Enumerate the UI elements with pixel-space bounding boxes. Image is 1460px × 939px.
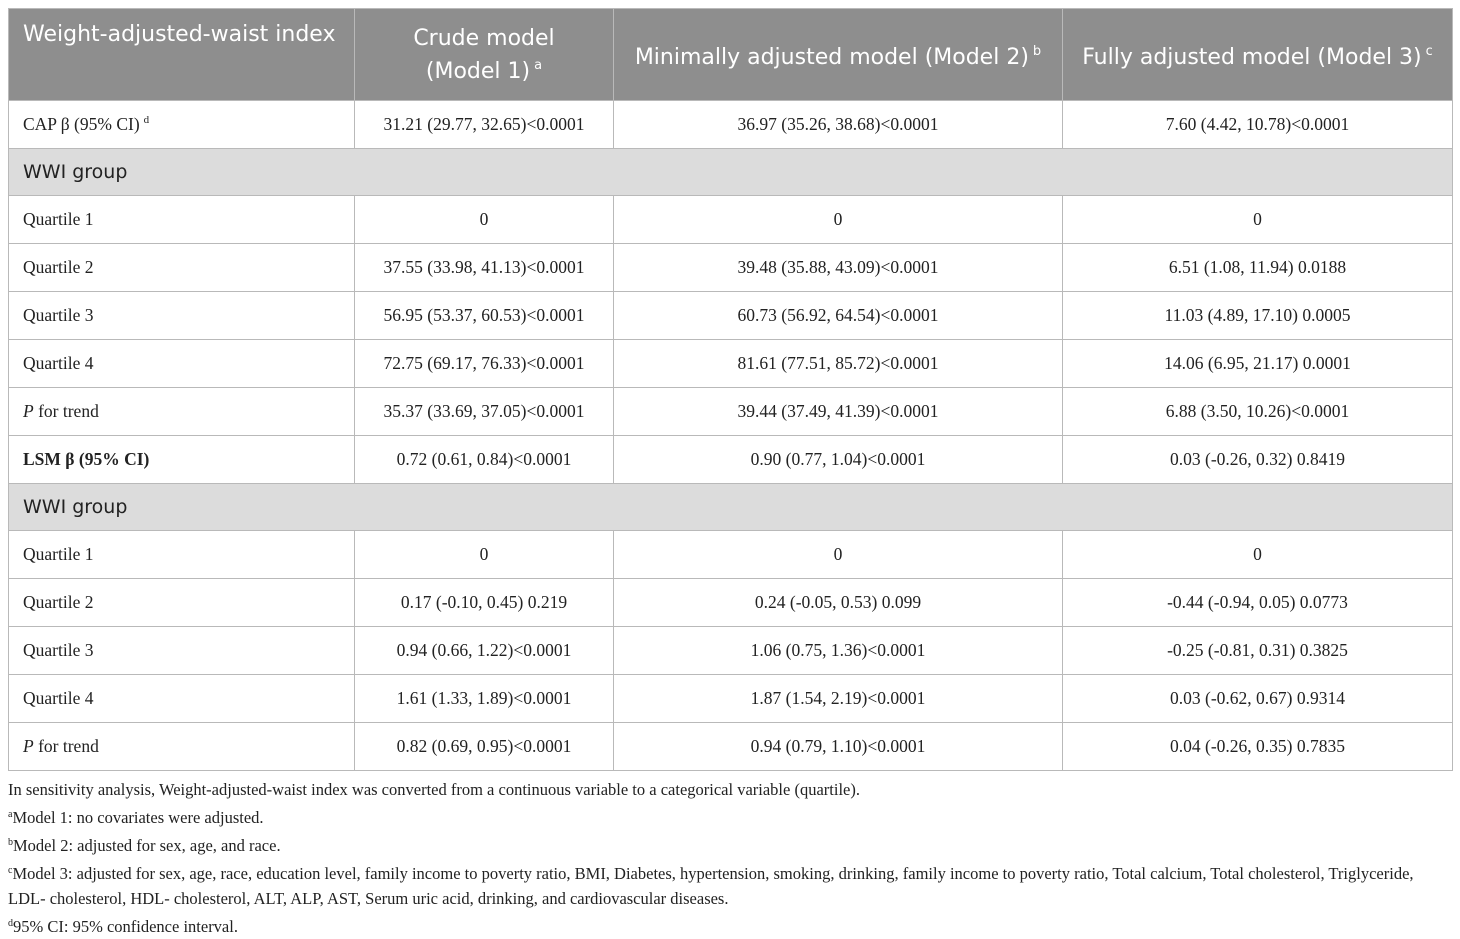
table-cell: 0.03 (-0.26, 0.32) 0.8419	[1063, 436, 1453, 484]
table-cell: 39.48 (35.88, 43.09)<0.0001	[614, 244, 1063, 292]
lsm-row	[9, 436, 1453, 484]
header-model2: Minimally adjusted model (Model 2) $^b$	[614, 9, 1063, 101]
table-cell: 0.94 (0.79, 1.10)<0.0001	[614, 723, 1063, 771]
table-cell: 0.72 (0.61, 0.84)<0.0001	[355, 436, 614, 484]
table-row	[9, 292, 1453, 340]
row-label: Quartile 2	[9, 244, 355, 292]
table-cell: 36.97 (35.26, 38.68)<0.0001	[614, 101, 1063, 149]
group-label: WWI group	[9, 484, 1453, 531]
table-row	[9, 627, 1453, 675]
table-row	[9, 579, 1453, 627]
table-cell: 0	[1063, 196, 1453, 244]
footnote-a: $^a$Model 1: no covariates were adjusted.	[8, 808, 264, 827]
table-cell: 0.90 (0.77, 1.04)<0.0001	[614, 436, 1063, 484]
table-cell: 81.61 (77.51, 85.72)<0.0001	[614, 340, 1063, 388]
row-label: P for trend	[9, 388, 355, 436]
table-footnotes	[8, 777, 1452, 939]
row-label: Quartile 4	[9, 675, 355, 723]
table-cell: 0	[614, 196, 1063, 244]
table-cell: 7.60 (4.42, 10.78)<0.0001	[1063, 101, 1453, 149]
table-cell: 39.44 (37.49, 41.39)<0.0001	[614, 388, 1063, 436]
row-label: CAP β (95% CI) $^d$	[9, 101, 355, 149]
table-cell: 0	[355, 196, 614, 244]
table-row	[9, 340, 1453, 388]
table-cell: 0.17 (-0.10, 0.45) 0.219	[355, 579, 614, 627]
row-label: Quartile 4	[9, 340, 355, 388]
footnote-d: $^d$95% CI: 95% confidence interval.	[8, 917, 238, 936]
row-label: Quartile 3	[9, 292, 355, 340]
table-cell: 1.06 (0.75, 1.36)<0.0001	[614, 627, 1063, 675]
table-cell: 0.94 (0.66, 1.22)<0.0001	[355, 627, 614, 675]
table-cell: 14.06 (6.95, 21.17) 0.0001	[1063, 340, 1453, 388]
table-cell: -0.25 (-0.81, 0.31) 0.3825	[1063, 627, 1453, 675]
header-index: Weight-adjusted-waist index	[9, 9, 355, 101]
header-model3: Fully adjusted model (Model 3) $^c$	[1063, 9, 1453, 101]
row-label: Quartile 1	[9, 531, 355, 579]
table-cell: 56.95 (53.37, 60.53)<0.0001	[355, 292, 614, 340]
footnote-c: $^c$Model 3: adjusted for sex, age, race, education level, family income to poverty ratio, BMI, Diabetes, hypertension, smoking, drinking, family income to poverty ratio, Total calcium, Total cholesterol, Triglyceride, LDL- cholesterol, HDL- cholesterol, ALT, ALP, AST, Serum uric acid, drinking, and cardiovascular diseases.	[8, 864, 1414, 908]
table-row	[9, 196, 1453, 244]
group-row	[9, 484, 1453, 531]
table-cell: 0	[355, 531, 614, 579]
row-label: P for trend	[9, 723, 355, 771]
table-cell: 11.03 (4.89, 17.10) 0.0005	[1063, 292, 1453, 340]
table-row	[9, 531, 1453, 579]
table-container	[8, 8, 1452, 939]
table-cell: 37.55 (33.98, 41.13)<0.0001	[355, 244, 614, 292]
table-cell: 1.87 (1.54, 2.19)<0.0001	[614, 675, 1063, 723]
table-cell: 0.82 (0.69, 0.95)<0.0001	[355, 723, 614, 771]
table-cell: 72.75 (69.17, 76.33)<0.0001	[355, 340, 614, 388]
table-cell: -0.44 (-0.94, 0.05) 0.0773	[1063, 579, 1453, 627]
row-label: Quartile 3	[9, 627, 355, 675]
footnote-b: $^b$Model 2: adjusted for sex, age, and race.	[8, 836, 281, 855]
table-cell: 0.03 (-0.62, 0.67) 0.9314	[1063, 675, 1453, 723]
table-cell: 0.24 (-0.05, 0.53) 0.099	[614, 579, 1063, 627]
header-row	[9, 9, 1453, 101]
row-label: Quartile 1	[9, 196, 355, 244]
table-cell: 6.51 (1.08, 11.94) 0.0188	[1063, 244, 1453, 292]
table-cell: 6.88 (3.50, 10.26)<0.0001	[1063, 388, 1453, 436]
table-row	[9, 244, 1453, 292]
table-cell: 0	[614, 531, 1063, 579]
header-model1: Crude model (Model 1) $^a$	[355, 9, 614, 101]
table-cell: 31.21 (29.77, 32.65)<0.0001	[355, 101, 614, 149]
table-cell: 35.37 (33.69, 37.05)<0.0001	[355, 388, 614, 436]
group-label: WWI group	[9, 149, 1453, 196]
row-label: Quartile 2	[9, 579, 355, 627]
footnote-intro: In sensitivity analysis, Weight-adjusted-waist index was converted from a continuous variable to a categorical variable (quartile).	[8, 780, 860, 799]
row-label: LSM β (95% CI)	[9, 436, 355, 484]
results-table	[8, 8, 1453, 771]
table-cell: 0	[1063, 531, 1453, 579]
table-cell: 0.04 (-0.26, 0.35) 0.7835	[1063, 723, 1453, 771]
trend-row	[9, 723, 1453, 771]
table-cell: 60.73 (56.92, 64.54)<0.0001	[614, 292, 1063, 340]
cap-row	[9, 101, 1453, 149]
group-row	[9, 149, 1453, 196]
table-row	[9, 675, 1453, 723]
trend-row	[9, 388, 1453, 436]
table-cell: 1.61 (1.33, 1.89)<0.0001	[355, 675, 614, 723]
